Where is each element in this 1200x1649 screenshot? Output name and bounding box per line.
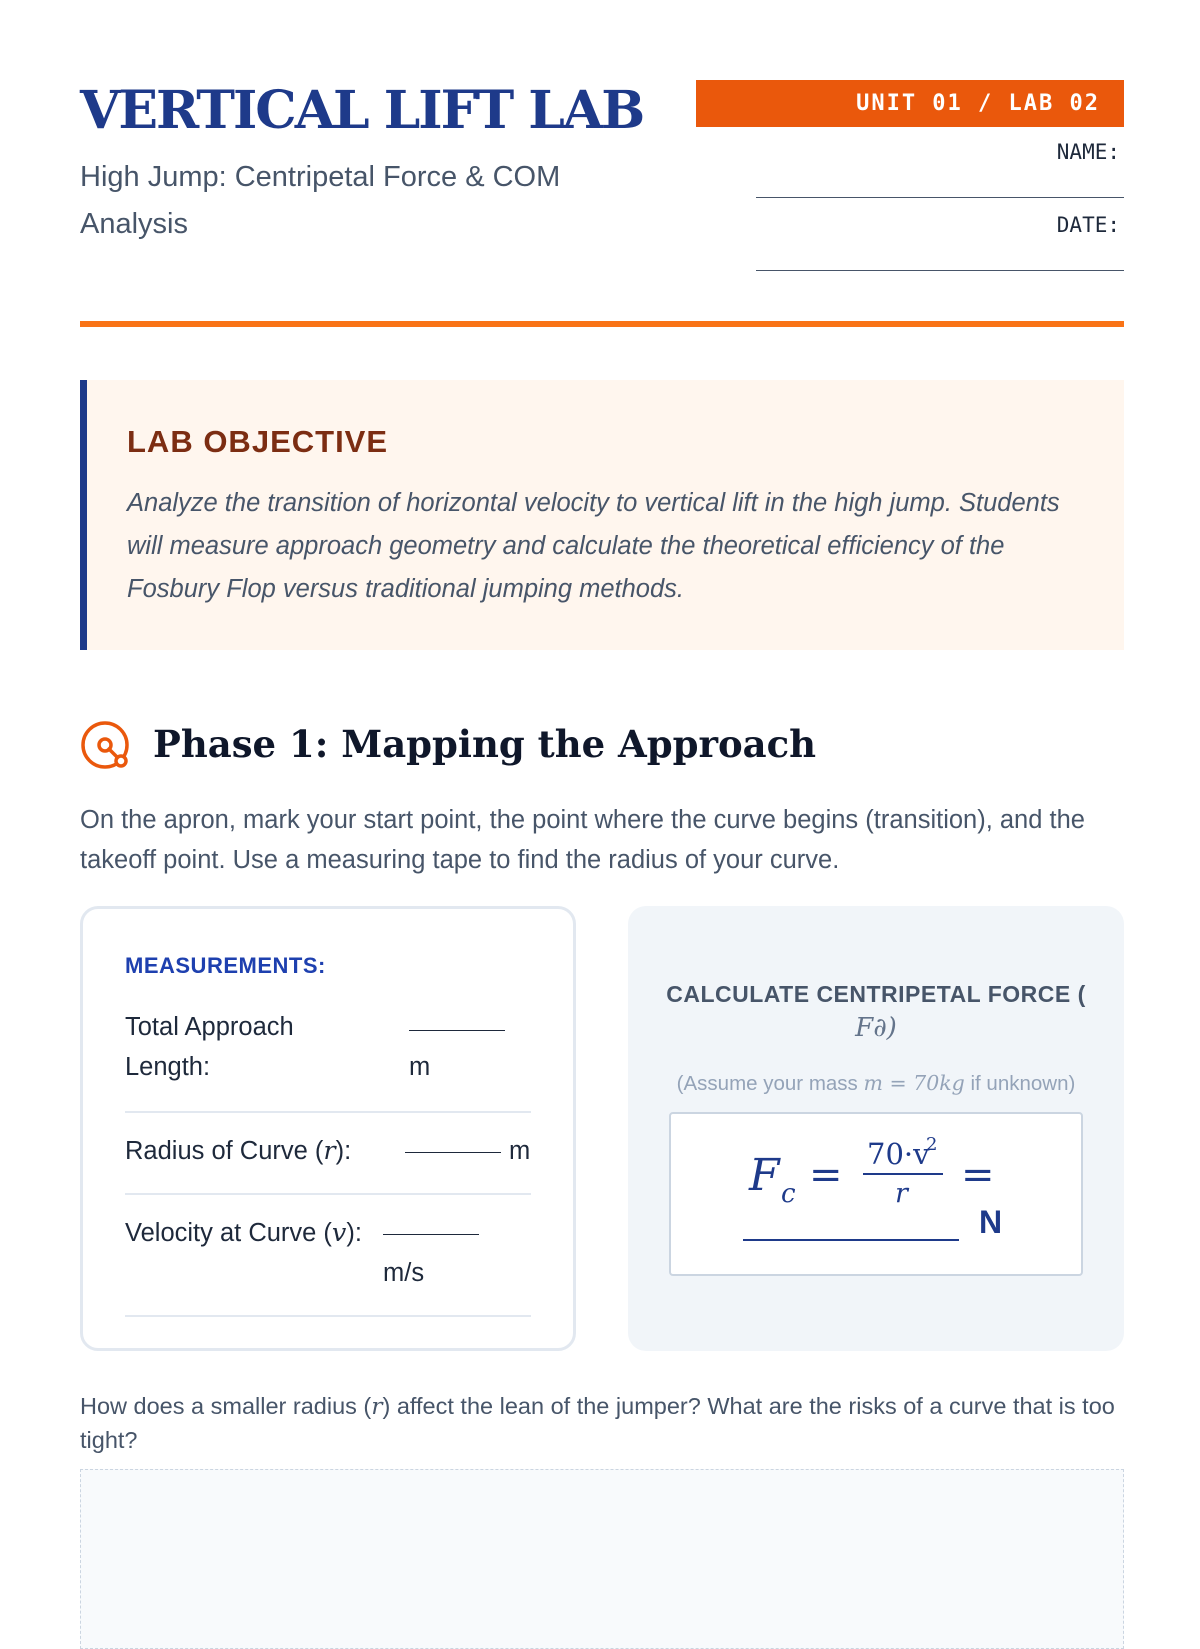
- measurement-row-approach: [125, 1007, 531, 1113]
- page-subtitle: High Jump: Centripetal Force & COM Analysis: [80, 161, 561, 240]
- reflection-question: How does a smaller radius (r) affect the lean of the jumper? What are the risks of a curve that is too tight?: [80, 1392, 1115, 1453]
- formula-denominator: r: [895, 1178, 908, 1209]
- force-unit: N: [979, 1204, 1003, 1240]
- objective-heading: LAB OBJECTIVE: [127, 424, 389, 459]
- objective-text: Analyze the transition of horizontal velocity to vertical lift in the high jump. Students will measure approach geometry and calculate the theoretical efficiency of the Fosbury Flop versus traditional jumping methods.: [127, 489, 1060, 603]
- svg-text:=: =: [809, 1152, 843, 1198]
- force-answer-blank[interactable]: [743, 1239, 959, 1241]
- measurement-row-radius: [125, 1111, 531, 1195]
- formula-numerator-sup: 2: [926, 1134, 938, 1155]
- phase-description: On the apron, mark your start point, the point where the curve begins (transition), and the takeoff point. Use a measuring tape to find the radius of your curve.: [80, 806, 1085, 874]
- formula-lhs-subscript: c: [781, 1179, 796, 1209]
- unit-badge: UNIT 01 / LAB 02: [696, 80, 1124, 127]
- svg-text:=: =: [961, 1152, 995, 1198]
- formula-numerator: 70·v: [867, 1137, 930, 1171]
- measurement-row-velocity: [125, 1193, 531, 1317]
- measurements-card: [80, 906, 576, 1351]
- date-field[interactable]: [756, 270, 1124, 271]
- formula-lhs: F: [749, 1150, 780, 1201]
- measurement-label: Velocity at Curve (v):: [125, 1218, 362, 1248]
- centripetal-formula: [671, 1114, 1085, 1224]
- calculation-title: CALCULATE CENTRIPETAL FORCE (: [666, 981, 1086, 1007]
- formula-box: [669, 1112, 1083, 1276]
- name-label: NAME:: [1056, 140, 1120, 164]
- page-title: VERTICAL LIFT LAB: [80, 80, 644, 141]
- measurement-unit: m: [509, 1137, 531, 1165]
- calculation-card: [628, 906, 1124, 1351]
- measurement-label: Radius of Curve (r):: [125, 1136, 352, 1166]
- header-divider: [80, 321, 1124, 327]
- measurement-unit: m/s: [383, 1259, 425, 1287]
- measurements-title: MEASUREMENTS:: [125, 953, 326, 978]
- measurement-unit: m: [409, 1053, 431, 1081]
- date-label: DATE:: [1056, 213, 1120, 237]
- velocity-blank[interactable]: [383, 1213, 479, 1253]
- target-icon: [80, 720, 132, 772]
- approach-length-blank[interactable]: [409, 1009, 505, 1049]
- name-field[interactable]: [756, 197, 1124, 198]
- mass-note: (Assume your mass m = 70kg if unknown): [676, 1071, 1076, 1095]
- phase-title: Phase 1: Mapping the Approach: [153, 722, 817, 766]
- objective-box: [80, 380, 1124, 650]
- radius-blank[interactable]: [405, 1131, 501, 1171]
- force-symbol: F∂): [855, 1013, 897, 1043]
- measurement-label: Total Approach Length:: [125, 1013, 294, 1081]
- answer-area[interactable]: [80, 1469, 1124, 1649]
